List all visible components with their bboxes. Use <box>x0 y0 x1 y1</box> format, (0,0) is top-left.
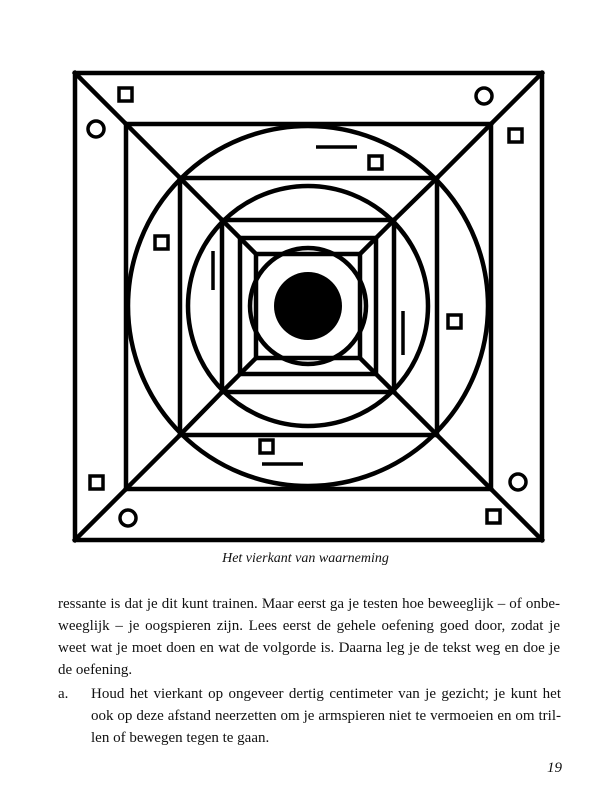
list-item-line: ook op deze afstand neerzetten om je armspieren niet te vermoeien en om tril- <box>91 708 561 724</box>
small-square-marker <box>119 88 132 101</box>
small-circle-marker <box>120 510 136 526</box>
inner-diagonal <box>437 124 491 178</box>
small-circle-marker <box>88 121 104 137</box>
paragraph-line: de oefening. <box>58 662 133 678</box>
inner-diagonal <box>437 435 491 489</box>
list-item-line: len of bewegen tegen te gaan. <box>91 730 270 746</box>
corner-diagonal <box>491 73 542 124</box>
paragraph-line: ressante is dat je dit kunt trainen. Maar eerst ga je testen hoe beweeglijk – of onbe- <box>58 596 560 612</box>
small-circle-marker <box>476 88 492 104</box>
figure-caption: Het vierkant van waarneming <box>222 551 389 566</box>
list-marker: a. <box>58 686 69 702</box>
page-number: 19 <box>547 760 562 776</box>
inner-diagonal <box>126 124 180 178</box>
list-item-line: Houd het vierkant op ongeveer dertig centimeter van je gezicht; je kunt het <box>91 686 561 702</box>
small-square-marker <box>90 476 103 489</box>
inner-diagonal <box>126 435 180 489</box>
small-square-marker <box>155 236 168 249</box>
inner-diagonal <box>180 392 222 435</box>
paragraph-line: weeglijk – je oogspieren zijn. Lees eerst de gehele oefening goed door, zodat je <box>58 618 560 634</box>
body-paragraph <box>58 593 560 681</box>
small-circle-marker <box>510 474 526 490</box>
small-square-marker <box>448 315 461 328</box>
small-square-marker <box>487 510 500 523</box>
center-dot <box>274 272 342 340</box>
corner-diagonal <box>75 489 126 540</box>
inner-diagonal <box>180 178 222 220</box>
list-item-text <box>91 683 561 749</box>
inner-diagonal <box>394 178 437 220</box>
inner-diagonal <box>394 392 437 435</box>
paragraph-line: weet wat je moet doen en wat de volgorde is. Daarna leg je de tekst weg en doe je <box>58 640 560 656</box>
small-square-marker <box>369 156 382 169</box>
small-square-marker <box>260 440 273 453</box>
small-square-marker <box>509 129 522 142</box>
